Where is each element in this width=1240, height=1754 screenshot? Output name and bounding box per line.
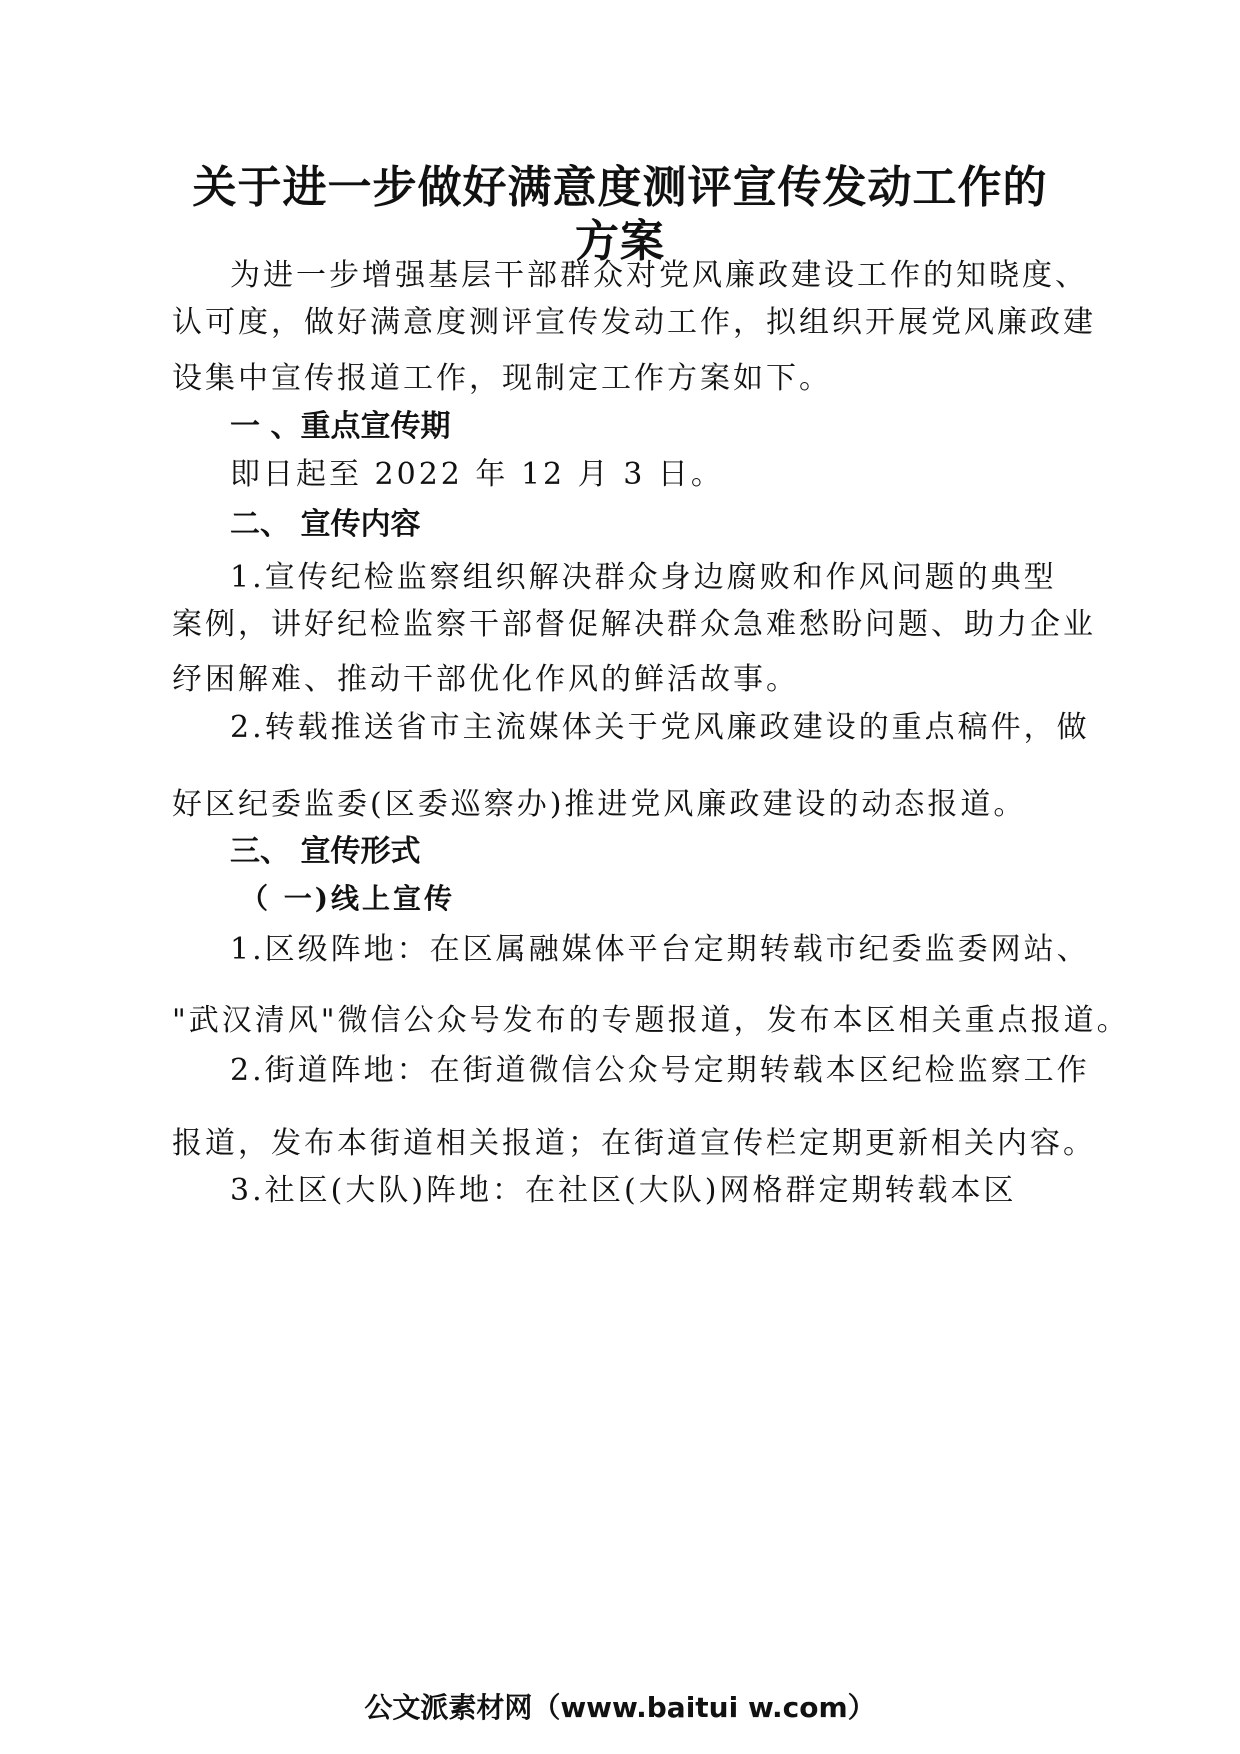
section-3-heading: 三、 宣传形式: [230, 834, 421, 869]
section-2-item-1-line-1: 1.宣传纪检监察组织解决群众身边腐败和作风问题的典型: [230, 560, 1057, 595]
document-title-line-1: 关于进一步做好满意度测评宣传发动工作的: [192, 162, 1048, 213]
section-2-item-2-line-1: 2.转载推送省市主流媒体关于党风廉政建设的重点稿件，做: [230, 710, 1090, 745]
section-1-heading: 一 、重点宣传期: [230, 409, 451, 444]
section-3-item-3-line-1: 3.社区(大队)阵地：在社区(大队)网格群定期转载本区: [230, 1173, 1017, 1208]
section-2-item-1-line-2: 案例，讲好纪检监察干部督促解决群众急难愁盼问题、助力企业: [172, 607, 1096, 642]
section-3-item-2-line-2: 报道，发布本街道相关报道；在街道宣传栏定期更新相关内容。: [172, 1126, 1096, 1161]
document-title-line-2: 方案: [575, 216, 665, 267]
section-2-item-1-line-3: 纾困解难、推动干部优化作风的鲜活故事。: [172, 662, 799, 697]
section-3-item-1-line-2: "武汉清风"微信公众号发布的专题报道，发布本区相关重点报道。: [172, 1003, 1130, 1038]
footer-watermark: 公文派素材网（www.baitui w.com）: [364, 1691, 876, 1724]
section-2-heading: 二、 宣传内容: [230, 507, 421, 542]
section-3-item-1-line-1: 1.区级阵地：在区属融媒体平台定期转载市纪委监委网站、: [230, 932, 1090, 967]
intro-line-3: 设集中宣传报道工作，现制定工作方案如下。: [172, 361, 832, 396]
section-3-subheading: （ 一)线上宣传: [240, 882, 455, 915]
intro-line-1: 为进一步增强基层干部群众对党风廉政建设工作的知晓度、: [230, 258, 1088, 293]
section-2-item-2-line-2: 好区纪委监委(区委巡察办)推进党风廉政建设的动态报道。: [172, 787, 1027, 822]
section-1-text: 即日起至 2022 年 12 月 3 日。: [230, 457, 724, 492]
intro-line-2: 认可度，做好满意度测评宣传发动工作，拟组织开展党风廉政建: [172, 305, 1096, 340]
section-3-item-2-line-1: 2.街道阵地：在街道微信公众号定期转载本区纪检监察工作: [230, 1053, 1090, 1088]
